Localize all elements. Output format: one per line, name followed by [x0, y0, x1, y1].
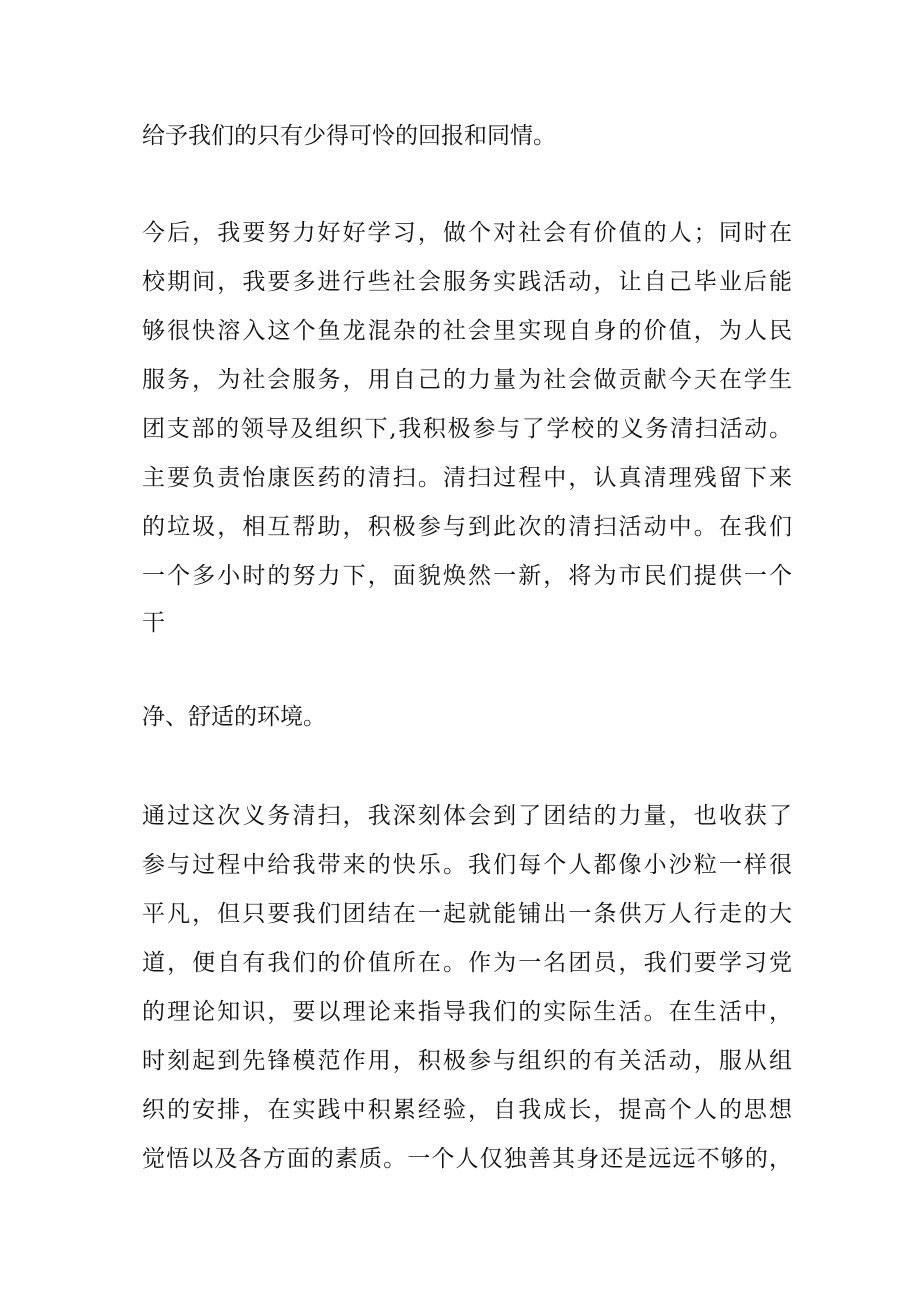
text-line: 团支部的领导及组织下,我积极参与了学校的义务清扫活动。: [142, 416, 792, 442]
text-line: 平凡，但只要我们团结在一起就能铺出一条供万人行走的大: [142, 901, 792, 927]
text-line: 时刻起到先锋模范作用，积极参与组织的有关活动，服从组: [142, 1048, 792, 1074]
text-line: 校期间，我要多进行些社会服务实践活动，让自己毕业后能: [142, 269, 792, 295]
text-line: 主要负责怡康医药的清扫。清扫过程中，认真清理残留下来: [142, 465, 792, 491]
text-line: 干: [142, 610, 165, 636]
text-line: 够很快溶入这个鱼龙混杂的社会里实现自身的价值，为人民: [142, 318, 792, 344]
text-line: 通过这次义务清扫，我深刻体会到了团结的力量，也收获了: [142, 803, 792, 829]
text-line: 道，便自有我们的价值所在。作为一名团员，我们要学习党: [142, 950, 792, 976]
text-line: 净、舒适的环境。: [142, 704, 326, 730]
text-line: 给予我们的只有少得可怜的回报和同情。: [142, 123, 556, 149]
text-line: 觉悟以及各方面的素质。一个人仅独善其身还是远远不够的，: [142, 1146, 792, 1172]
text-line: 的理论知识，要以理论来指导我们的实际生活。在生活中，: [142, 999, 792, 1025]
text-line: 的垃圾，相互帮助，积极参与到此次的清扫活动中。在我们: [142, 514, 792, 540]
text-line: 一个多小时的努力下，面貌焕然一新，将为市民们提供一个: [142, 563, 792, 589]
text-line: 参与过程中给我带来的快乐。我们每个人都像小沙粒一样很: [142, 852, 792, 878]
text-line: 今后，我要努力好好学习，做个对社会有价值的人；同时在: [142, 220, 792, 246]
text-line: 服务，为社会服务，用自己的力量为社会做贡献今天在学生: [142, 367, 792, 393]
text-line: 织的安排，在实践中积累经验，自我成长，提高个人的思想: [142, 1097, 792, 1123]
